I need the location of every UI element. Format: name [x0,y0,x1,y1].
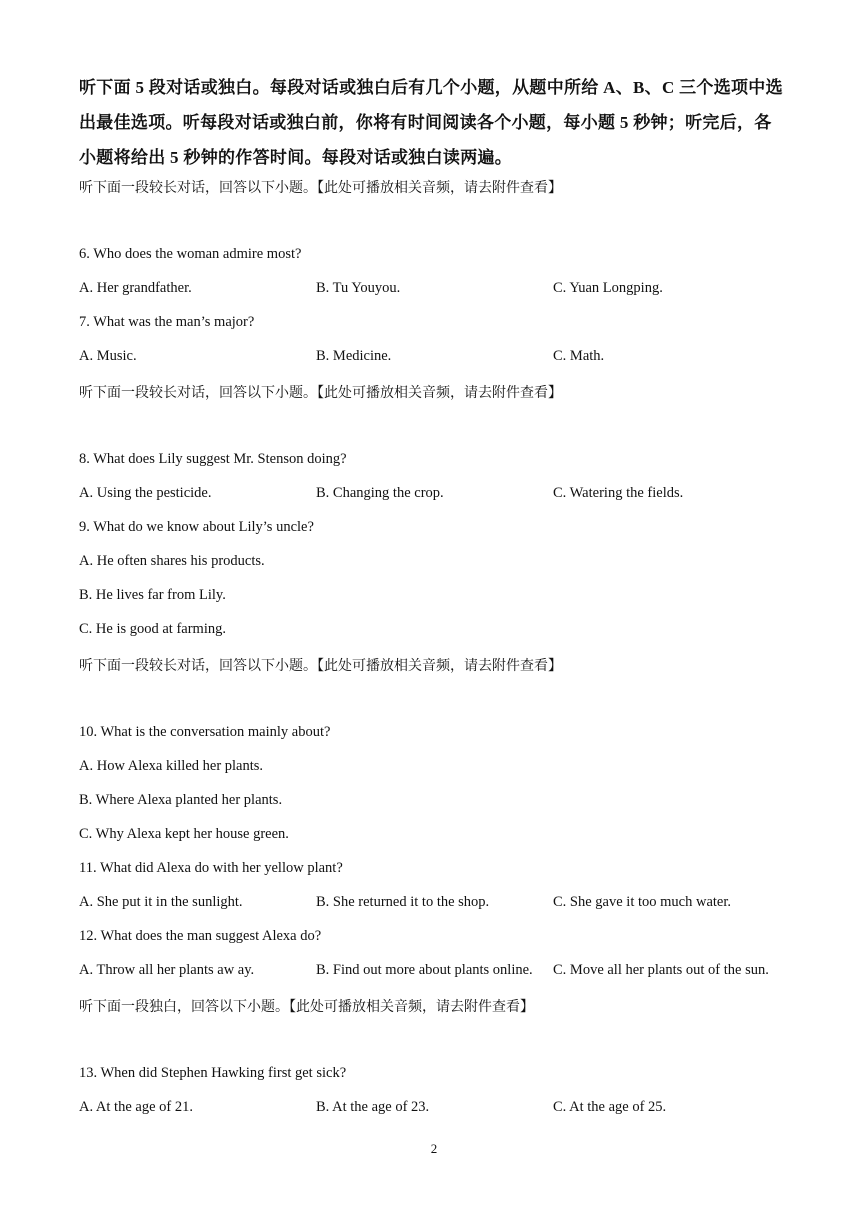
question-12-option-a: A. Throw all her plants aw ay. [79,962,255,978]
question-12-stem: 12. What does the man suggest Alexa do? [79,928,322,944]
question-11-option-b: B. She returned it to the shop. [316,894,490,910]
question-13-option-c: C. At the age of 25. [553,1099,667,1115]
question-6-option-a: A. Her grandfather. [79,280,192,296]
question-6-option-c: C. Yuan Longping. [553,280,663,296]
question-8-option-b: B. Changing the crop. [316,485,444,501]
question-12-option-b: B. Find out more about plants online. [316,962,533,978]
instruction-line-1: 听下面 5 段对话或独白。每段对话或独白后有几个小题，从题中所给 A、B、C 三个选项中选 [79,78,783,97]
question-11-option-c: C. She gave it too much water. [553,894,731,910]
question-8-stem: 8. What does Lily suggest Mr. Stenson doing? [79,451,347,467]
question-8-option-c: C. Watering the fields. [553,485,684,501]
question-10-option-c: C. Why Alexa kept her house green. [79,826,289,842]
question-9-option-a: A. He often shares his products. [79,553,265,569]
instruction-line-3: 小题将给出 5 秒钟的作答时间。每段对话或独白读两遍。 [79,148,513,167]
question-7-option-a: A. Music. [79,348,137,364]
question-11-stem: 11. What did Alexa do with her yellow plant? [79,860,343,876]
question-13-stem: 13. When did Stephen Hawking first get sick? [79,1065,347,1081]
page-number: 2 [430,1141,438,1156]
question-10-option-a: A. How Alexa killed her plants. [79,758,264,774]
question-6-stem: 6. Who does the woman admire most? [79,246,302,262]
question-9-stem: 9. What do we know about Lily’s uncle? [79,519,314,535]
section-note-dialog-3: 听下面一段较长对话，回答以下小题。【此处可播放相关音频，请去附件查看】 [79,659,562,674]
section-note-dialog-2: 听下面一段较长对话，回答以下小题。【此处可播放相关音频，请去附件查看】 [79,386,562,401]
question-13-option-a: A. At the age of 21. [79,1099,193,1115]
section-note-monologue: 听下面一段独白，回答以下小题。【此处可播放相关音频，请去附件查看】 [79,1000,534,1015]
question-9-option-b: B. He lives far from Lily. [79,587,226,603]
question-13-option-b: B. At the age of 23. [316,1099,430,1115]
question-10-stem: 10. What is the conversation mainly about? [79,724,331,740]
question-8-option-a: A. Using the pesticide. [79,485,212,501]
question-11-option-a: A. She put it in the sunlight. [79,894,243,910]
question-7-stem: 7. What was the man’s major? [79,314,255,330]
instruction-line-2: 出最佳选项。听每段对话或独白前，你将有时间阅读各个小题，每小题 5 秒钟；听完后，各 [79,113,772,132]
question-12-option-c: C. Move all her plants out of the sun. [553,962,769,978]
question-7-option-c: C. Math. [553,348,605,364]
question-10-option-b: B. Where Alexa planted her plants. [79,792,283,808]
section-note-dialog-1: 听下面一段较长对话，回答以下小题。【此处可播放相关音频，请去附件查看】 [79,181,562,196]
question-6-option-b: B. Tu Youyou. [316,280,401,296]
question-7-option-b: B. Medicine. [316,348,392,364]
question-9-option-c: C. He is good at farming. [79,621,226,637]
